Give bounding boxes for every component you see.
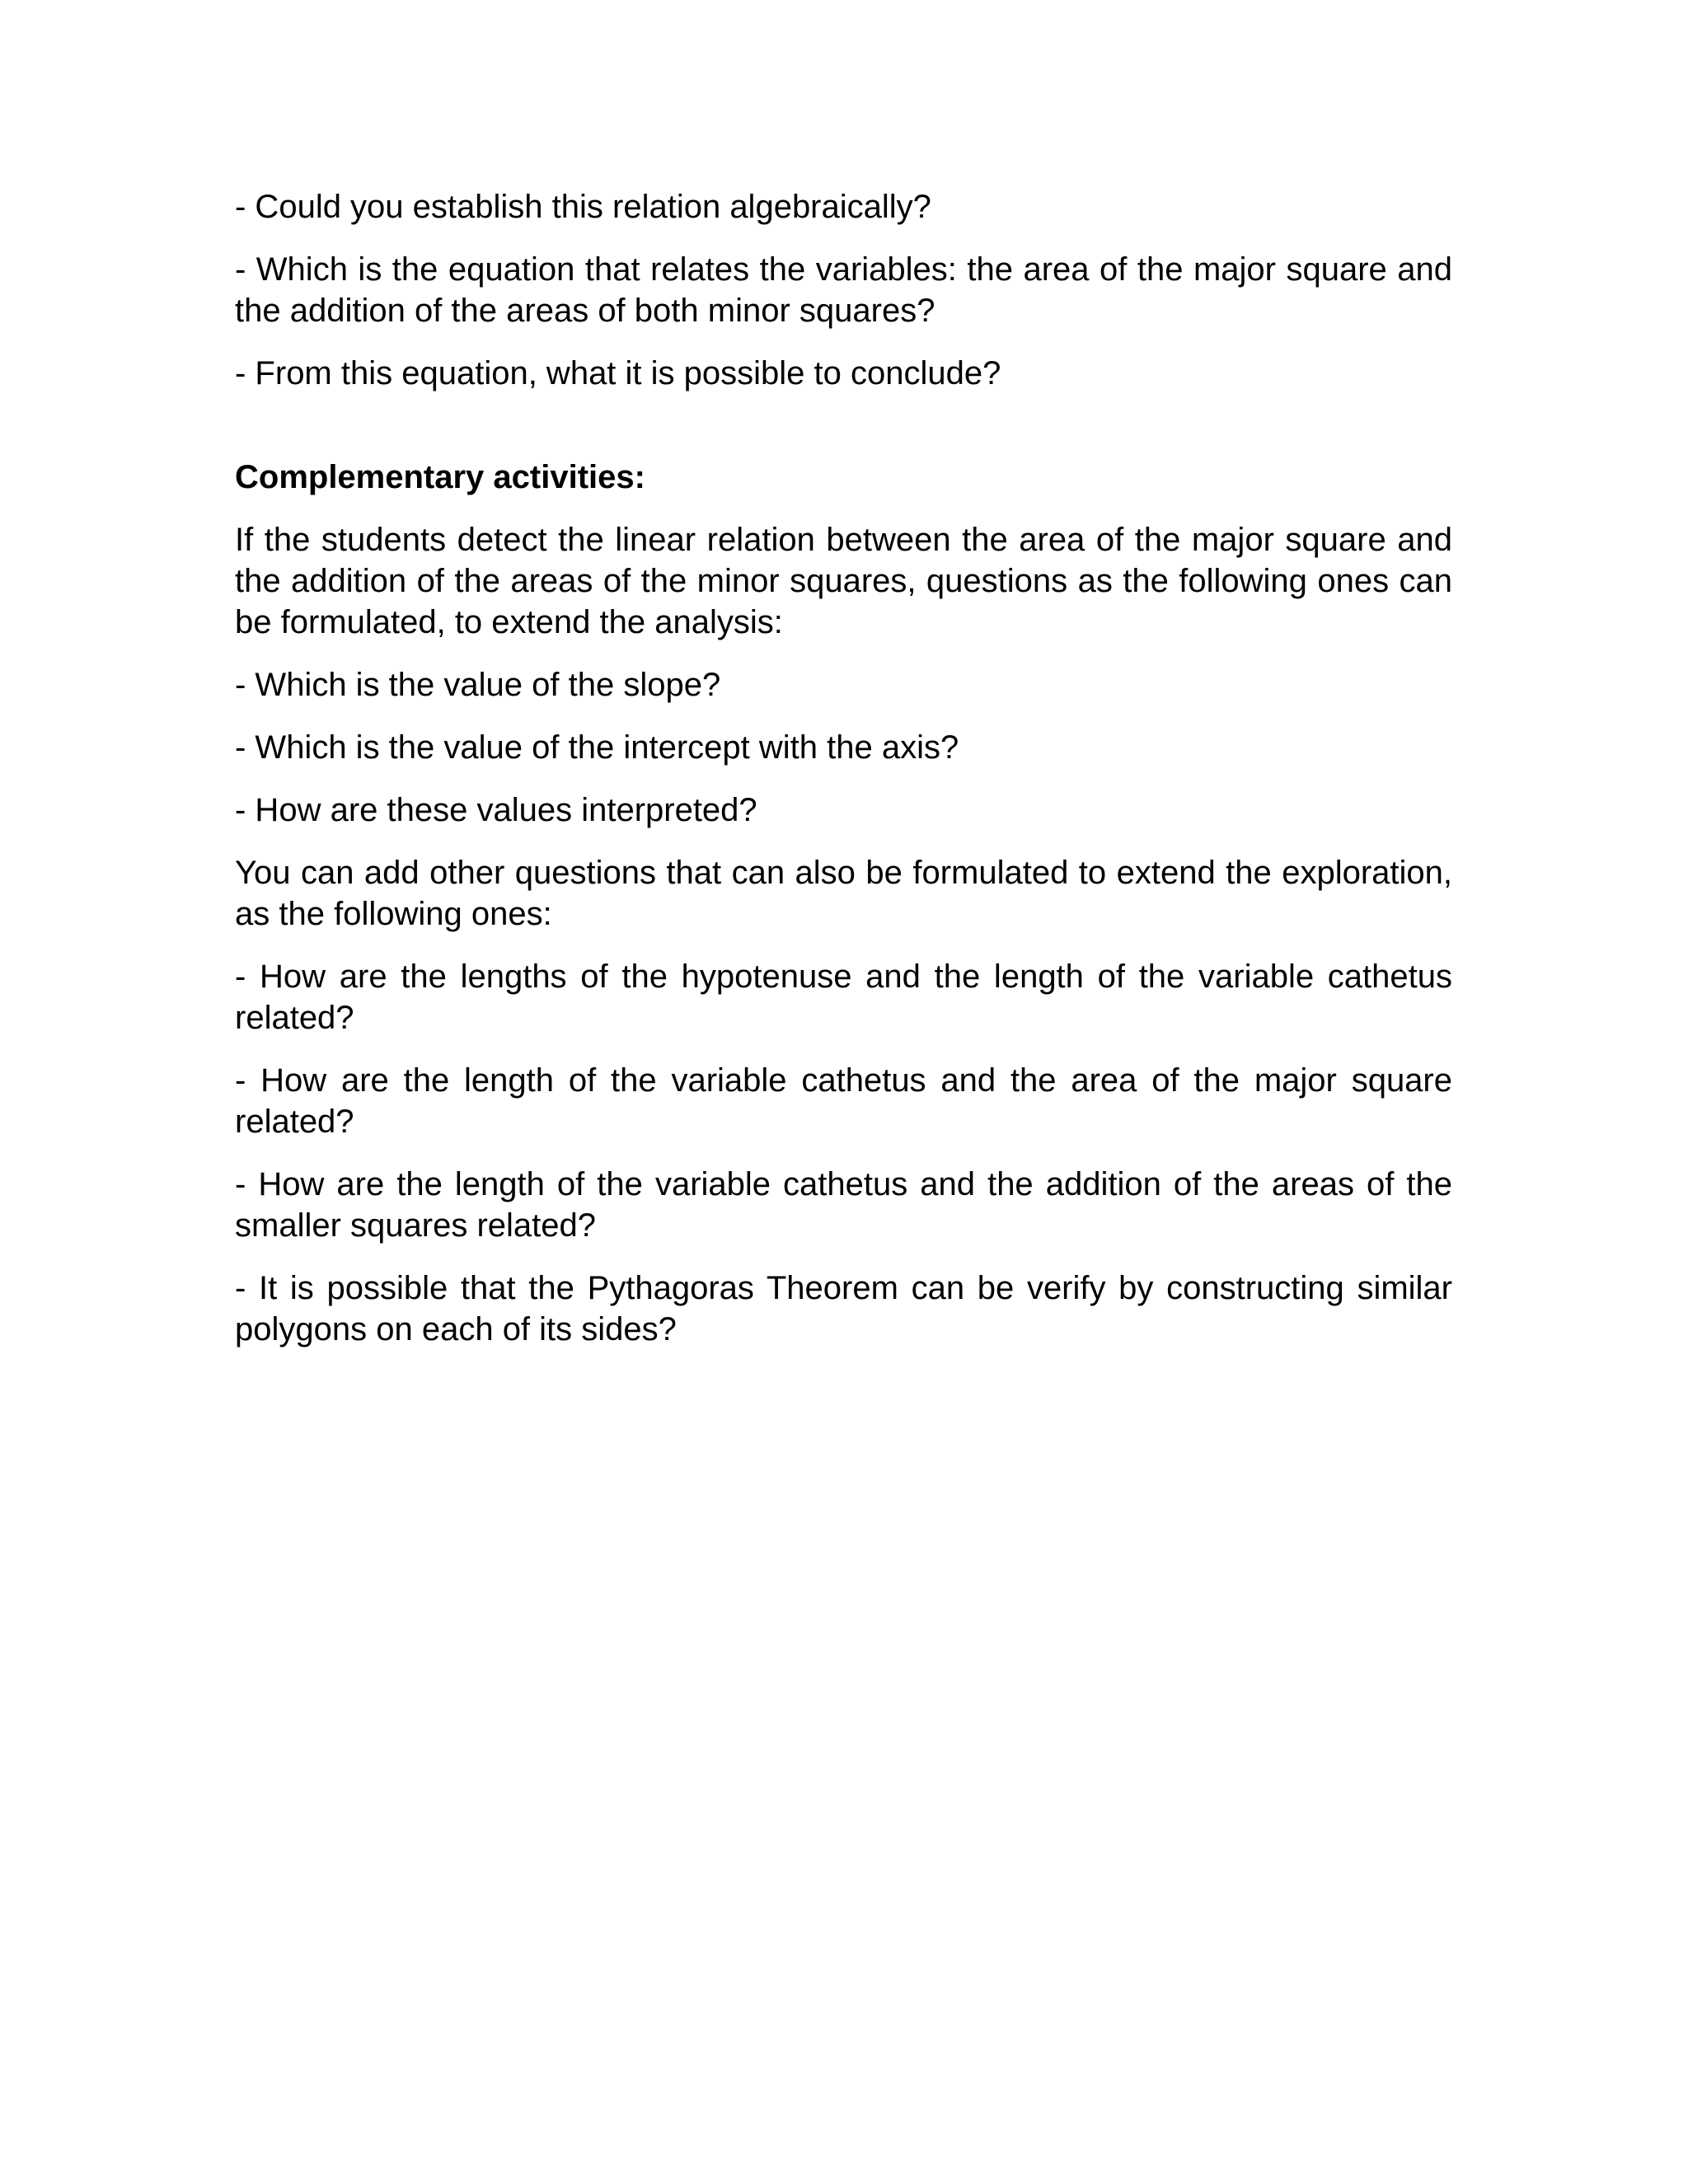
question-interpretation: - How are these values interpreted? [235, 792, 757, 828]
question-conclude: - From this equation, what it is possible to conclude? [235, 355, 1001, 391]
question-cathetus-major-square: - How are the length of the variable cathetus and the area of the major square related? [235, 1062, 1452, 1140]
question-similar-polygons: - It is possible that the Pythagoras Theorem can be verify by constructing similar polygons on each of its sides? [235, 1270, 1452, 1347]
question-equation: - Which is the equation that relates the variables: the area of the major square and the addition of the areas of both minor squares? [235, 251, 1452, 329]
question-hypotenuse-cathetus: - How are the lengths of the hypotenuse and the length of the variable cathetus related? [235, 958, 1452, 1036]
section-intro: If the students detect the linear relation between the area of the major square and the addition of the areas of the minor squares, questions as the following ones can be formulated, to extend the analysis: [235, 522, 1452, 640]
question-intercept: - Which is the value of the intercept with the axis? [235, 729, 959, 766]
section-heading: Complementary activities: [235, 459, 645, 495]
question-algebraic: - Could you establish this relation algebraically? [235, 189, 931, 225]
extension-intro: You can add other questions that can also be formulated to extend the exploration, as the following ones: [235, 855, 1452, 932]
page-body [235, 186, 1452, 1371]
question-cathetus-smaller-squares: - How are the length of the variable cathetus and the addition of the areas of the smaller squares related? [235, 1166, 1452, 1244]
section-spacer [235, 415, 1452, 457]
question-slope: - Which is the value of the slope? [235, 667, 721, 703]
